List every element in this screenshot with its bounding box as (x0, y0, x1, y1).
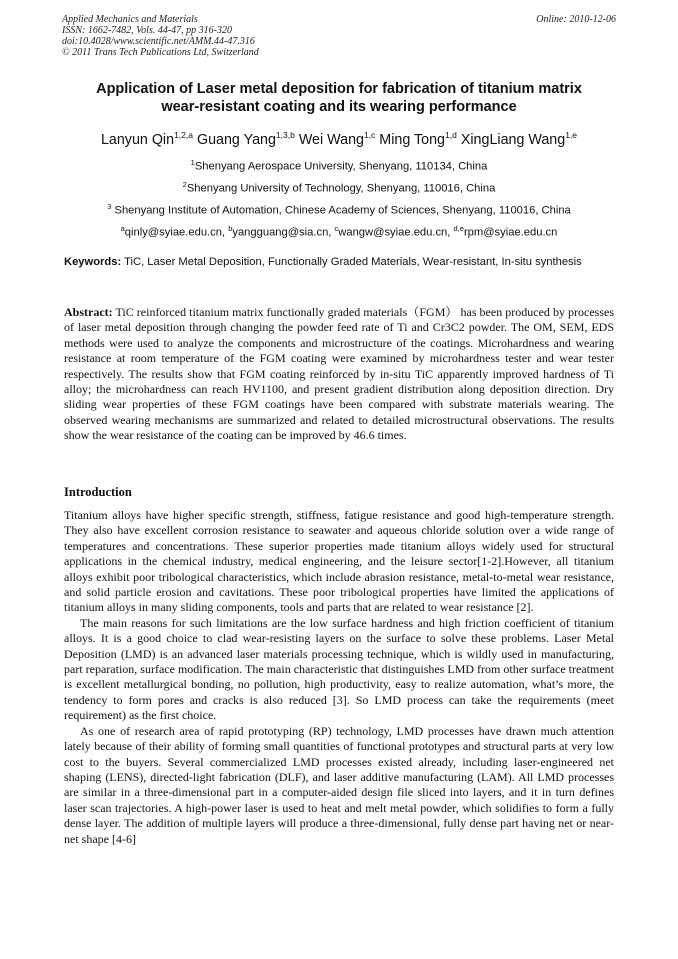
keywords-text: TiC, Laser Metal Deposition, Functionally Graded Materials, Wear-resistant, In-situ synthesis (121, 256, 582, 268)
author: Ming Tong$^{1,d}$ (379, 130, 457, 148)
abstract-label: Abstract: (64, 305, 113, 319)
abstract-text: TiC reinforced titanium matrix functionally graded materials（FGM） has been produced by processes of laser metal deposition through changing the powder feed rate of Ti and Cr3C2 powder. The OM, SEM, EDS methods were used to analyze the components and microstructure of the coatings. Microhardness and wearing resistance at room temperature of the FGM coating were examined by microhardness tester and wear tester respectively. The results show that FGM coating reinforced by in-situ TiC apparently improved hardness of Ti alloy; the microhardness can reach HV1100, and present gradient distribution along deposition direction. Dry sliding wear properties of these FGM coatings have been compared with substrate materials wearing. The observed wearing mechanisms are summarized and related to detailed microstructural observations. The results show the wear resistance of the coating can be improved by 46.6 times. (64, 305, 614, 443)
online-date: Online: 2010-12-06 (536, 14, 616, 25)
paper-title (50, 80, 628, 116)
abstract (64, 305, 614, 444)
author: Lanyun Qin$^{1,2,a}$ (100, 130, 193, 148)
introduction-body (64, 508, 614, 847)
journal-info (62, 14, 616, 58)
paragraph: As one of research area of rapid prototyping (RP) technology, LMD processes have drawn much attention lately because of their ability of forming small quantities of functional prototypes and structural parts at very low cost to the buyers. Several commercialized LMD processes existed already, including laser-engineered net shaping (LENS), directed-light fabrication (DLF), and laser additive manufacturing (LAM). All LMD processes are similar in a three-dimensional part in a computer-aided design file sliced into layers, and it in turn defines laser scan trajectories. A high-power laser is used to heat and melt metal powder, which solidifies to form a fully dense layer. The addition of multiple layers will produce a three-dimensional, fully dense part having net or near-net shape [4-6] (64, 723, 614, 846)
keywords (64, 255, 614, 269)
title-line: Application of Laser metal deposition for fabrication of titanium matrix (96, 81, 582, 97)
author: Guang Yang$^{1,3,b}$ (196, 130, 295, 148)
email-link[interactable]: wangw@syiae.edu.cn, (338, 226, 454, 239)
keywords-label: Keywords: (64, 256, 122, 268)
running-header (62, 14, 616, 58)
issn-line: ISSN: 1662-7482, Vols. 44-47, pp 316-320 (62, 25, 232, 36)
title-line: wear-resistant coating and its wearing performance (161, 99, 517, 115)
affiliation: $^3$ Shenyang Institute of Automation, Chinese Academy of Sciences, Shenyang, 110016, China (107, 202, 571, 217)
paragraph: Titanium alloys have higher specific strength, stiffness, fatigue resistance and good high-temperature strength. They also have excellent corrosion resistance to seawater and aqueous chloride solution over a wide range of temperatures and concentrations. These superior properties made titanium alloys widely used for structural applications in the chemical industry, medical engineering, and the leisure sector[1-2].However, all titanium alloys exhibit poor tribological characteristics, which include abrasion resistance, metal-to-metal wear resistance, and solid particle erosion and cavitations. These poor tribological properties have limited the applications of titanium alloys in many sliding components, tools and parts that are related to wear resistance [2]. (64, 508, 614, 615)
doi-line: doi:10.4028/www.scientific.net/AMM.44-47.316 (62, 36, 255, 47)
affiliation: $^2$Shenyang University of Technology, Shenyang, 110016, China (182, 180, 496, 195)
author: XingLiang Wang$^{1,e}$ (460, 130, 578, 148)
email-list: $^a$qinly@syiae.edu.cn, $^b$yangguang@sia.cn, $^c$wangw@syiae.edu.cn, $^{d,e}$rpm@syiae.edu.cn (120, 224, 558, 239)
author: Wei Wang$^{1,c}$ (298, 130, 376, 148)
copyright-line: © 2011 Trans Tech Publications Ltd, Switzerland (62, 47, 259, 58)
email-link[interactable]: yangguang@sia.cn, (232, 226, 335, 239)
author-list (30, 125, 648, 150)
email-link[interactable]: qinly@syiae.edu.cn, (124, 226, 229, 239)
email-link[interactable]: rpm@syiae.edu.cn (463, 226, 558, 239)
paragraph: The main reasons for such limitations are the low surface hardness and high friction coefficient of titanium alloys. It is a good choice to clad wear-resisting layers on the surface to solve these problems. Laser Metal Deposition (LMD) is an advanced laser materials processing technique, which is wildly used in manufacturing, part reparation, surface modification. The main characteristic that distinguishes LMD from other surface treatment is excellent metallurgical bonding, no pollution, high productivity, easy to realize automation, what’s more, the tendency to form pores and cracks is also reduced [3]. So LMD process can take the requirements (meet requirement) as the first choice. (64, 615, 614, 723)
section-heading: Introduction (64, 485, 132, 499)
affiliation: $^1$Shenyang Aerospace University, Shenyang, 110134, China (190, 158, 488, 173)
journal-name: Applied Mechanics and Materials (62, 14, 198, 25)
